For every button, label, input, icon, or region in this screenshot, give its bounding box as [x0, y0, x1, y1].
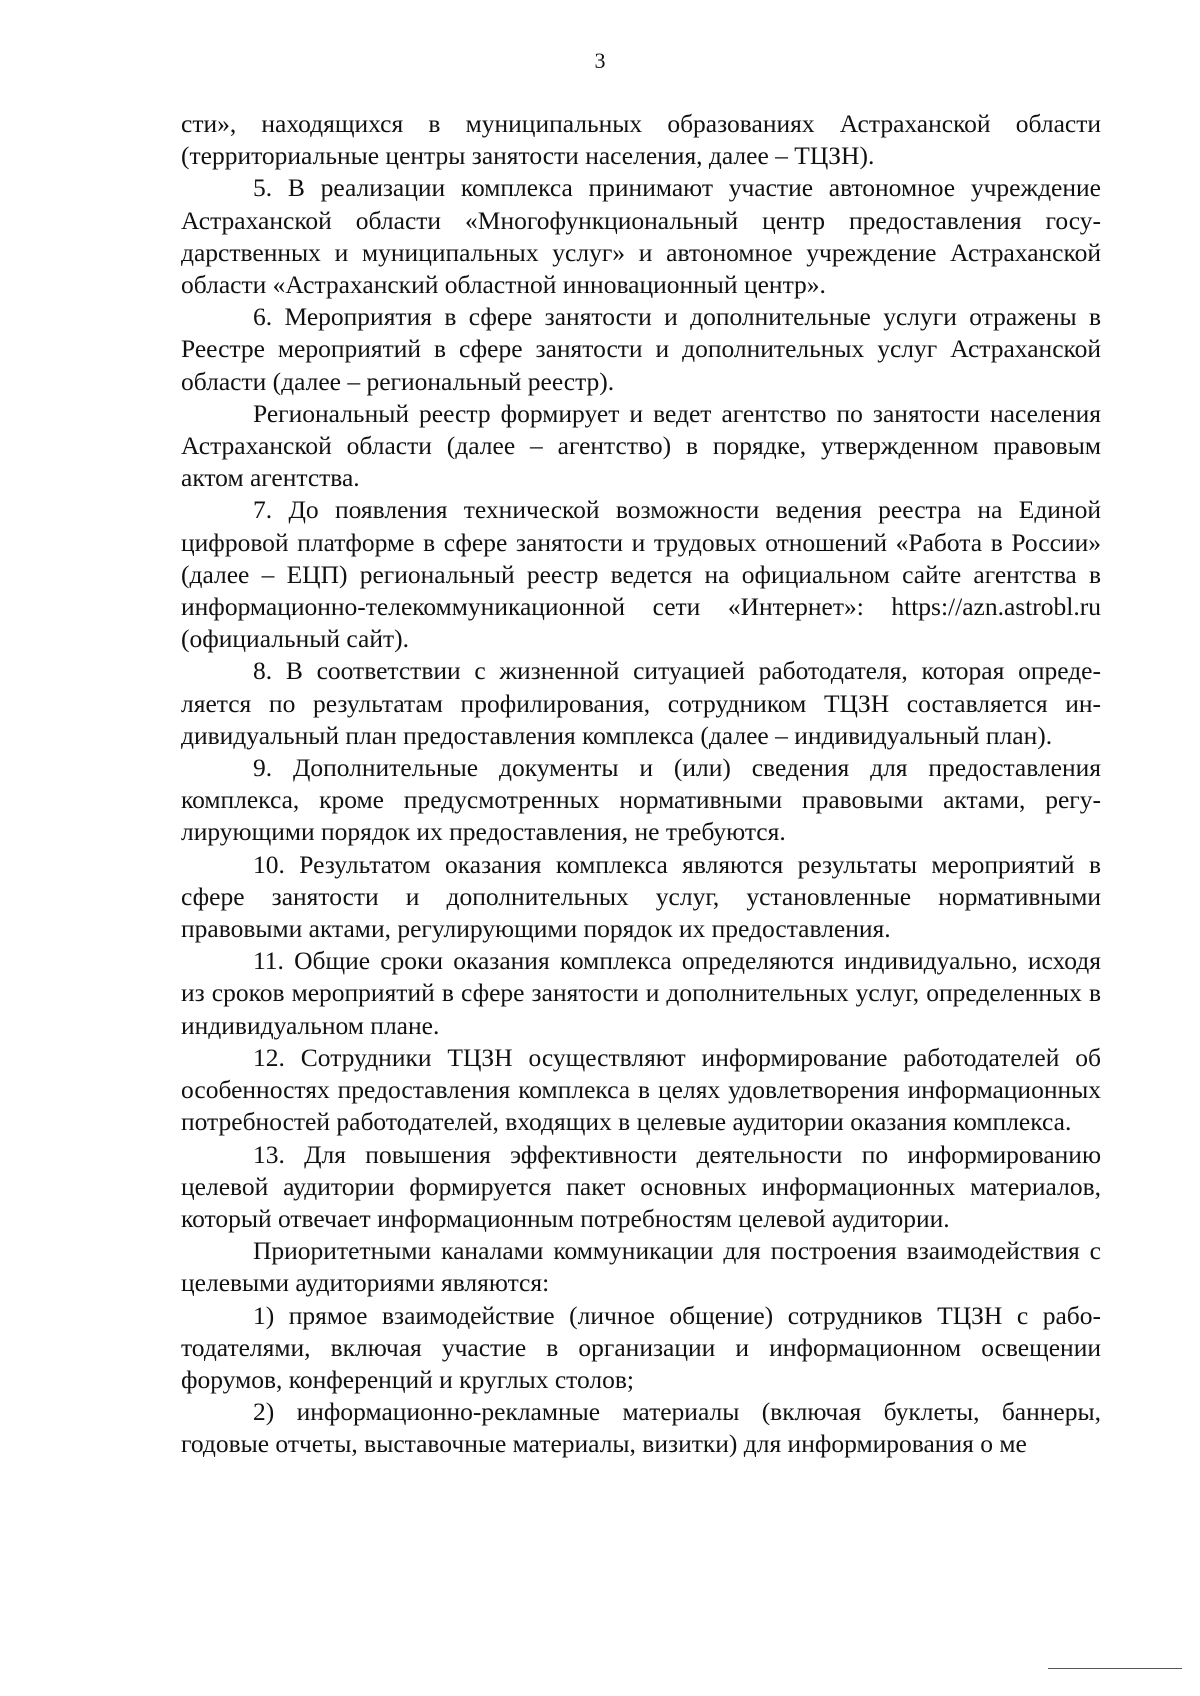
paragraph-item-10: 10. Результатом оказания комплекса являются результаты мероприятий в сфере занятости и дополнительных услуг, установленные нормативными правовыми актами, регулирующими порядок их предоставления. [181, 849, 1101, 944]
list-item-2: 2) информационно-рекламные материалы (включая буклеты, баннеры, годовые отчеты, выставочные материалы, визитки) для информирования о ме [181, 1397, 1101, 1459]
footer-rule [1048, 1668, 1182, 1669]
paragraph-item-8: 8. В соответствии с жизненной ситуацией работодателя, которая определяется по результатам профилирования, сотрудником ТЦЗН составляется индивидуальный план предоставления комплекса (далее – индивидуальный план). [181, 656, 1101, 750]
paragraph-item-13: 13. Для повышения эффективности деятельности по информированию целевой аудитории формируется пакет основных информационных материалов, который отвечает информационным потребностям целевой аудитории. [181, 1139, 1101, 1233]
paragraph-item-7 [181, 494, 1101, 655]
page-number: 3 [594, 48, 606, 73]
paragraph-item-9: 9. Дополнительные документы и (или) сведения для предоставления комплекса, кроме предусмотренных нормативными правовыми актами, регулирующими порядок их предоставления, не требуются. [181, 753, 1101, 847]
paragraph-item-11: 11. Общие сроки оказания комплекса определяются индивидуально, исходя из сроков мероприятий в сфере занятости и дополнительных услуг, определенных в индивидуальном плане. [181, 946, 1101, 1040]
paragraph-item-7-tail: (официальный сайт). [181, 624, 410, 654]
paragraph-priority-channels: Приоритетными каналами коммуникации для построения взаимодействия с целевыми аудиториями являются: [181, 1236, 1101, 1298]
paragraph-item-7-text: 7. До появления технической возможности ведения реестра на Единой цифровой платформе в сфере занятости и трудовых отношений «Работа в России» (далее – ЕЦП) региональный реестр ведется на официальном сайте агентства в информационно-телекоммуникационной сети «Интернет»: [181, 495, 1101, 622]
paragraph-regional-registry: Региональный реестр формирует и ведет агентство по занятости населения Астраханской области (далее – агентство) в порядке, утвержденном правовым актом агентства. [181, 398, 1101, 493]
list-item-1: 1) прямое взаимодействие (личное общение) сотрудников ТЦЗН с работодателями, включая участие в организации и информационном освещении форумов, конференций и круглых столов; [181, 1300, 1101, 1394]
official-site-url: https://azn.astrobl.ru [891, 592, 1101, 622]
document-body [181, 108, 1101, 1461]
paragraph-continuation: сти», находящихся в муниципальных образованиях Астраханской области (территориальные центры занятости населения, далее – ТЦЗН). [181, 109, 1101, 171]
paragraph-item-12: 12. Сотрудники ТЦЗН осуществляют информирование работодателей об особенностях предоставления комплекса в целях удовлетворения информационных потребностей работодателей, входящих в целевые аудитории оказания комплекса. [181, 1042, 1101, 1137]
paragraph-item-5: 5. В реализации комплекса принимают участие автономное учреждение Астраханской области «Многофункциональный центр предоставления государственных и муниципальных услуг» и автономное учреждение Астраханской области «Астраханский областной инновационный центр». [181, 173, 1101, 300]
paragraph-item-6: 6. Мероприятия в сфере занятости и дополнительные услуги отражены в Реестре мероприятий в сфере занятости и дополнительных услуг Астраханской области (далее – региональный реестр). [181, 302, 1101, 396]
